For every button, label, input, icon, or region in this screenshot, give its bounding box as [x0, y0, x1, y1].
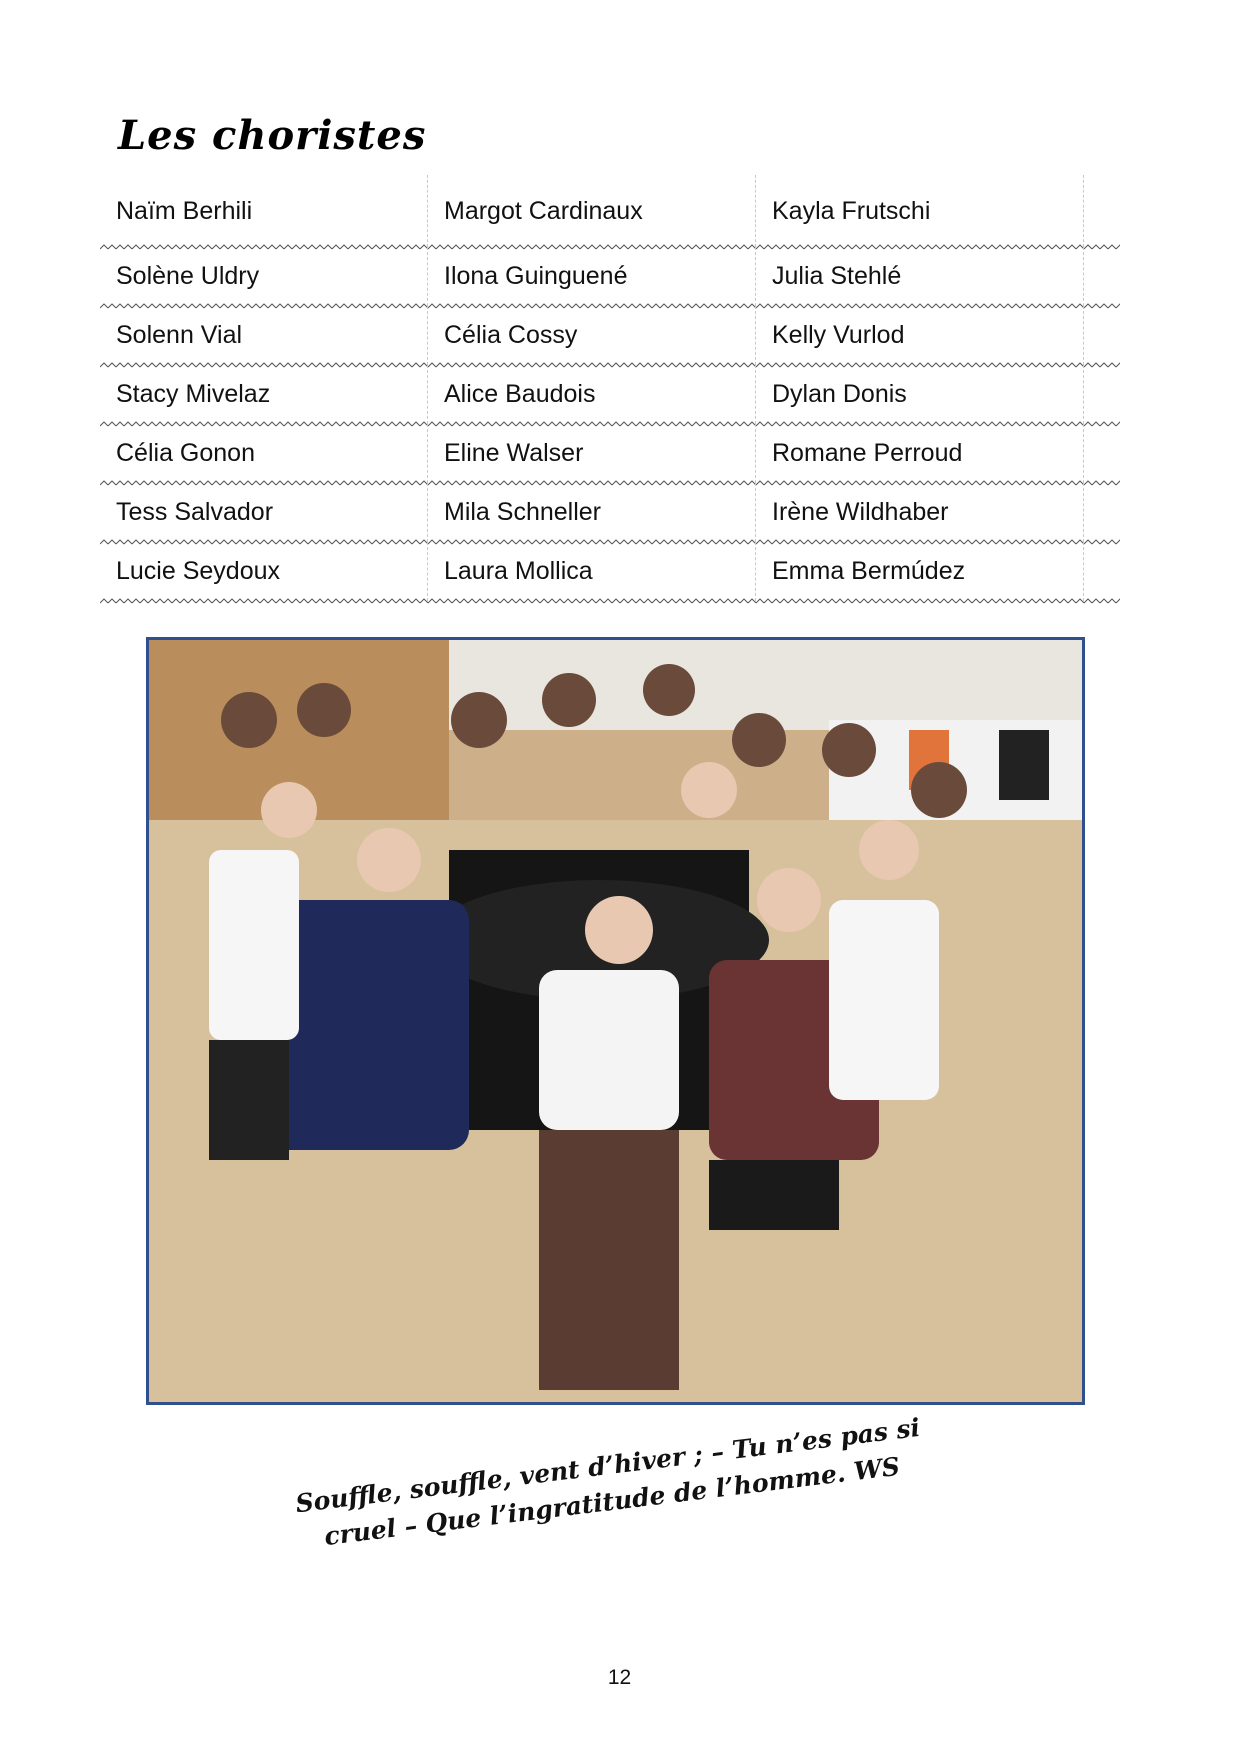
choriste-name: Célia Cossy	[428, 306, 756, 365]
photo-illustration	[149, 640, 1082, 1402]
choriste-name: Stacy Mivelaz	[100, 365, 428, 424]
choriste-name: Romane Perroud	[756, 424, 1084, 483]
choriste-name: Emma Bermúdez	[756, 542, 1084, 601]
choriste-name: Dylan Donis	[756, 365, 1084, 424]
zigzag-divider	[100, 598, 1120, 604]
choriste-name: Alice Baudois	[428, 365, 756, 424]
choriste-name: Kelly Vurlod	[756, 306, 1084, 365]
roster-row	[100, 306, 1120, 365]
choriste-name: Laura Mollica	[428, 542, 756, 601]
choriste-name: Ilona Guinguené	[428, 247, 756, 306]
page-number: 12	[607, 1666, 632, 1689]
choristes-roster	[100, 175, 1120, 601]
choriste-name: Naïm Berhili	[100, 175, 428, 247]
choriste-name: Tess Salvador	[100, 483, 428, 542]
choriste-name: Kayla Frutschi	[756, 175, 1084, 247]
roster-row	[100, 483, 1120, 542]
roster-row	[100, 542, 1120, 601]
roster-row	[100, 247, 1120, 306]
choriste-name: Solène Uldry	[100, 247, 428, 306]
choriste-name: Mila Schneller	[428, 483, 756, 542]
choriste-name: Irène Wildhaber	[756, 483, 1084, 542]
choriste-name: Eline Walser	[428, 424, 756, 483]
roster-row	[100, 424, 1120, 483]
quote-text: Souffle, souffle, vent d’hiver ; – Tu n’es pas si cruel – Que l’ingratitude de l’homme. WS	[293, 1412, 922, 1552]
choriste-name: Margot Cardinaux	[428, 175, 756, 247]
roster-row	[100, 365, 1120, 424]
section-title: Les choristes	[118, 112, 427, 159]
roster-row	[100, 175, 1120, 247]
choriste-name: Lucie Seydoux	[100, 542, 428, 601]
choriste-name: Solenn Vial	[100, 306, 428, 365]
choir-group-photo	[146, 637, 1085, 1405]
choriste-name: Célia Gonon	[100, 424, 428, 483]
choriste-name: Julia Stehlé	[756, 247, 1084, 306]
